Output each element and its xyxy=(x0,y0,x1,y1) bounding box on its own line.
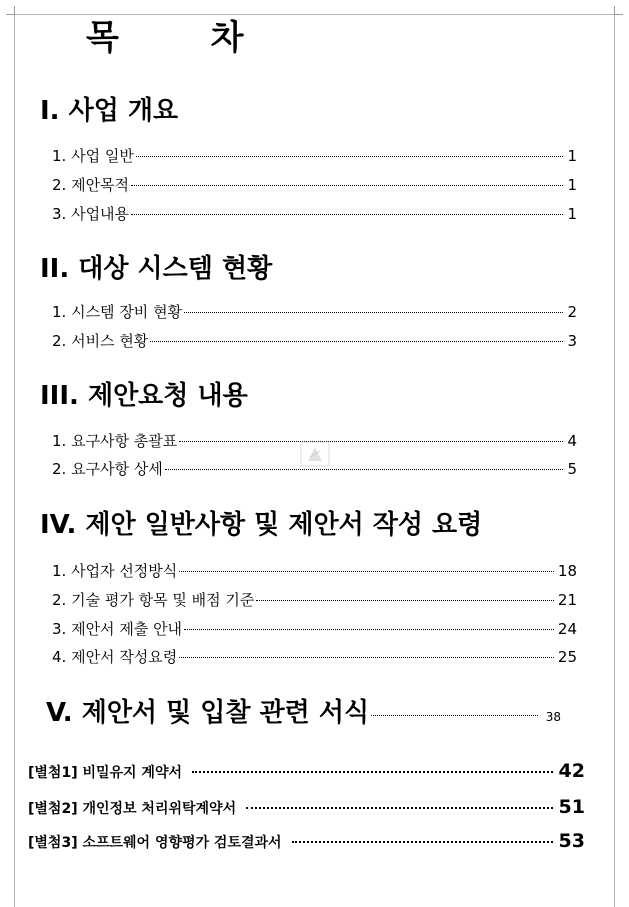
toc-entry[interactable] xyxy=(52,647,577,667)
toc-entry-page: 25 xyxy=(557,648,577,666)
toc-entry-page: 1 xyxy=(567,176,577,194)
toc-entry[interactable] xyxy=(52,619,577,639)
toc-entry-label: 2. 제안목적 xyxy=(52,176,130,194)
toc-entry-page: 4 xyxy=(567,432,577,450)
toc-entry-label: 1. 사업자 선정방식 xyxy=(52,562,178,580)
attachment-entry[interactable] xyxy=(28,760,585,782)
dot-leader xyxy=(184,312,563,313)
section-4-heading: IV. 제안 일반사항 및 제안서 작성 요령 xyxy=(40,510,483,540)
toc-entry-page: 24 xyxy=(557,620,577,638)
toc-entry-label: 1. 요구사항 총괄표 xyxy=(52,432,178,450)
toc-entry-label: 4. 제안서 작성요령 xyxy=(52,648,178,666)
dot-leader xyxy=(131,185,563,186)
crop-mark-top-left xyxy=(6,6,15,15)
dot-leader xyxy=(179,441,563,442)
toc-entry[interactable] xyxy=(52,561,577,581)
page-border-left xyxy=(14,14,15,907)
dot-leader xyxy=(184,629,554,630)
toc-entry-page: 2 xyxy=(567,303,577,321)
dot-leader xyxy=(150,341,563,342)
section-5-entry[interactable] xyxy=(46,697,561,729)
dot-leader xyxy=(371,715,538,716)
toc-entry[interactable] xyxy=(52,146,577,166)
toc-entry[interactable] xyxy=(52,302,577,322)
dot-leader xyxy=(246,807,552,809)
toc-entry-page: 18 xyxy=(557,562,577,580)
section-5-heading: V. 제안서 및 입찰 관련 서식 xyxy=(46,698,370,728)
page-border-right xyxy=(614,14,615,907)
toc-entry-label: 2. 서비스 현황 xyxy=(52,332,149,350)
attachment-entry[interactable] xyxy=(28,796,585,818)
toc-entry[interactable] xyxy=(52,175,577,195)
attachment-label: [별첨2] 개인정보 처리위탁계약서 xyxy=(28,801,237,817)
toc-entry-page: 21 xyxy=(557,591,577,609)
toc-entry-label: 1. 사업 일반 xyxy=(52,147,134,165)
toc-entry-label: 2. 기술 평가 항목 및 배점 기준 xyxy=(52,591,255,609)
attachment-label: [별첨3] 소프트웨어 영향평가 검토결과서 xyxy=(28,835,282,851)
dot-leader xyxy=(136,156,564,157)
toc-entry[interactable] xyxy=(52,204,577,224)
toc-entry-label: 3. 사업내용 xyxy=(52,205,130,223)
section-2-heading: II. 대상 시스템 현황 xyxy=(40,254,273,284)
section-1-heading: I. 사업 개요 xyxy=(40,96,179,126)
toc-entry-page: 5 xyxy=(567,460,577,478)
dot-leader xyxy=(179,657,554,658)
attachment-page: 53 xyxy=(558,830,585,852)
toc-entry-label: 1. 시스템 장비 현황 xyxy=(52,303,183,321)
toc-entry-page: 3 xyxy=(567,332,577,350)
dot-leader xyxy=(179,571,554,572)
attachment-page: 51 xyxy=(558,796,585,818)
attachment-label: [별첨1] 비밀유지 계약서 xyxy=(28,765,183,781)
dot-leader xyxy=(131,214,563,215)
toc-entry-label: 3. 제안서 제출 안내 xyxy=(52,620,183,638)
watermark-icon xyxy=(300,441,330,467)
toc-title: 목 차 xyxy=(86,18,284,58)
page-border-top xyxy=(14,14,615,15)
toc-entry-page: 1 xyxy=(567,147,577,165)
attachment-entry[interactable] xyxy=(28,830,585,852)
toc-entry-label: 2. 요구사항 상세 xyxy=(52,460,163,478)
dot-leader xyxy=(292,841,553,843)
dot-leader xyxy=(165,469,564,470)
toc-entry-page: 1 xyxy=(567,205,577,223)
toc-entry[interactable] xyxy=(52,590,577,610)
dot-leader xyxy=(192,771,553,773)
section-3-heading: III. 제안요청 내용 xyxy=(40,381,248,411)
toc-entry[interactable] xyxy=(52,331,577,351)
attachment-page: 42 xyxy=(558,760,585,782)
dot-leader xyxy=(256,600,554,601)
section-5-page: 38 xyxy=(545,710,561,724)
crop-mark-top-right xyxy=(614,6,623,15)
